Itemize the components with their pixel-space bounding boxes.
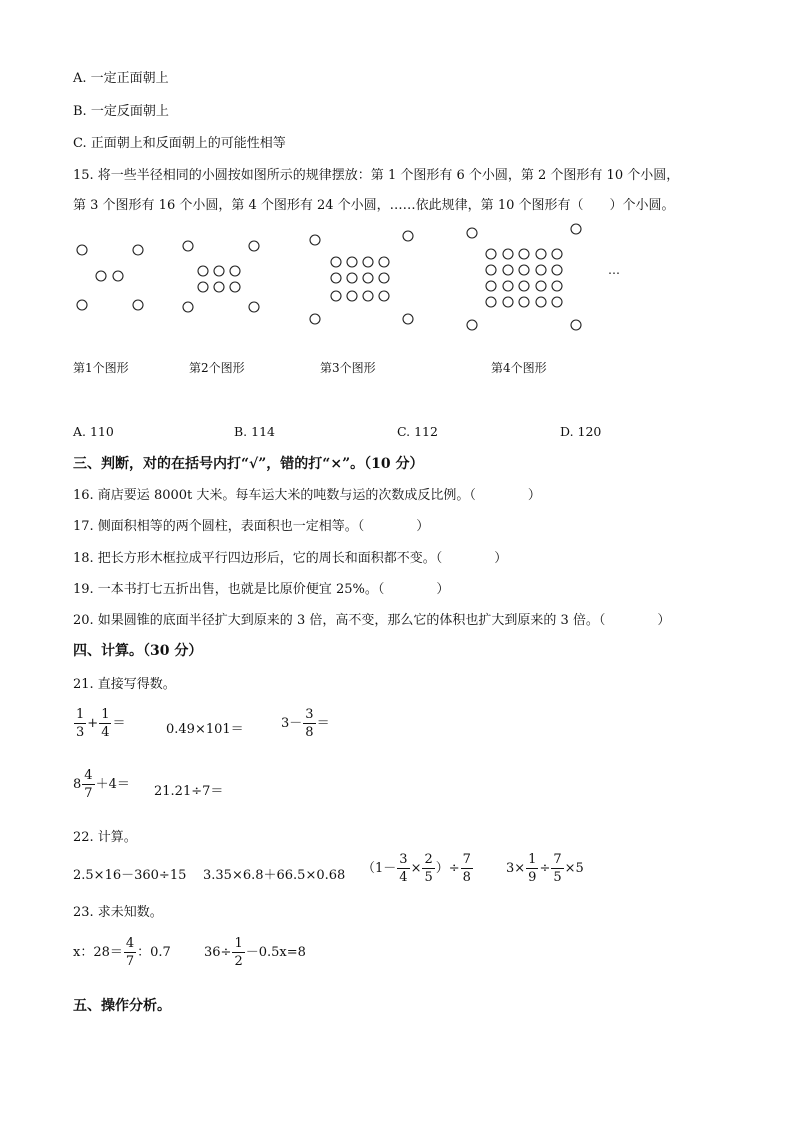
figure-3 [310,231,413,324]
q16: 16. 商店要运 8000t 大米。每车运大米的吨数与运的次数成反比例。（ ） [73,488,541,503]
equation-1: x：28＝ $\frac{4}{7}$ ：0.7 [73,936,171,969]
figure-4 [467,224,581,330]
q15-line2: 第 3 个图形有 16 个小圆，第 4 个图形有 24 个小圆，……依此规律，第 10 个图形有（ ）个小圆。 [73,198,675,213]
calc-2: 3.35×6.8＋66.5×0.68 [203,868,346,883]
expr-mixed-div: 8 $\frac{4}{7}$ ＋4＝ [73,768,130,801]
figure-1 [77,245,143,310]
q19: 19. 一本书打七五折出售，也就是比原价便宜 25%。（ ） [73,582,450,597]
expr-sub-frac: 3－ $\frac{3}{8}$ ＝ [281,707,330,740]
q15-option-a: A. 110 [73,424,114,439]
calc-4: 3× $\frac{1}{9}$ ÷ $\frac{7}{5}$ ×5 [506,852,584,885]
calc-1: 2.5×16－360÷15 [73,868,187,883]
q15-option-d: D. 120 [560,424,602,439]
section4-title: 四、计算。（30 分） [73,643,203,659]
pattern-ellipsis: … [608,263,620,277]
q15-line1: 15. 将一些半径相同的小圆按如图所示的规律摆放：第 1 个图形有 6 个小圆，第 2 个图形有 10 个小圆， [73,168,680,183]
option-b: B. 一定反面朝上 [73,104,169,119]
calc-3: （1－ $\frac{3}{4}$ × $\frac{2}{5}$ ）÷ $\frac{7}{8}$ [362,852,471,885]
figure-2 [183,241,259,312]
q18: 18. 把长方形木框拉成平行四边形后，它的周长和面积都不变。（ ） [73,551,508,566]
expr-frac-sum: $\frac{1}{3}$ + $\frac{1}{4}$ ＝ [76,707,126,740]
q15-option-b: B. 114 [234,424,275,439]
caption-figure-3: 第3个图形 [320,361,376,375]
option-c: C. 正面朝上和反面朝上的可能性相等 [73,136,286,151]
q17: 17. 侧面积相等的两个圆柱，表面积也一定相等。（ ） [73,519,430,534]
caption-figure-1: 第1个图形 [73,361,129,375]
equation-2: 36÷ $\frac{1}{2}$ －0.5x=8 [204,936,306,969]
q22-label: 22. 计算。 [73,830,137,845]
q15-option-c: C. 112 [397,424,438,439]
caption-figure-2: 第2个图形 [189,361,245,375]
circle-pattern-figures [0,220,794,340]
q20: 20. 如果圆锥的底面半径扩大到原来的 3 倍，高不变，那么它的体积也扩大到原来的 3 倍。（ ） [73,613,671,628]
option-a: A. 一定正面朝上 [73,71,169,86]
q23-label: 23. 求未知数。 [73,905,163,920]
caption-figure-4: 第4个图形 [491,361,547,375]
section5-title: 五、操作分析。 [73,998,171,1014]
expr-decimal-mult: 0.49×101＝ [166,722,244,737]
section3-title: 三、判断，对的在括号内打“√”，错的打“×”。（10 分） [73,456,424,472]
expr-decimal-div: 21.21÷7＝ [154,784,224,799]
q21-label: 21. 直接写得数。 [73,677,176,692]
